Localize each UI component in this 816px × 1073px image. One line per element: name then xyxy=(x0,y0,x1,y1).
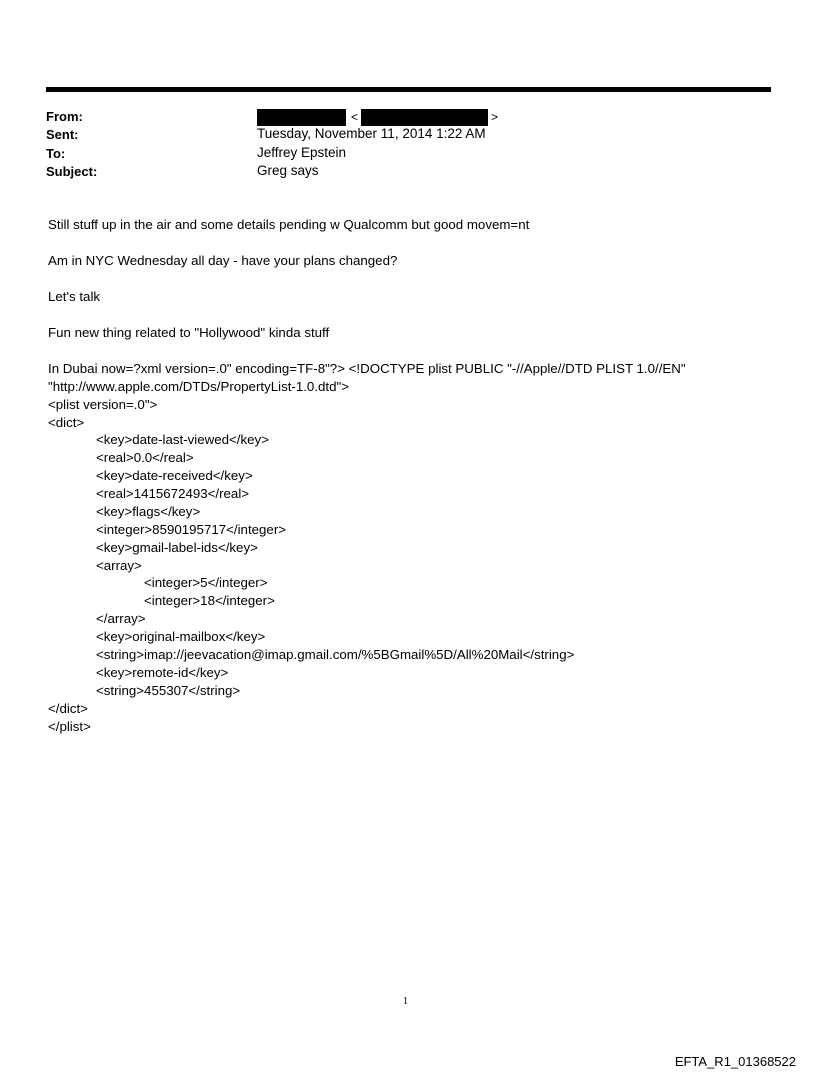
body-line: <integer>8590195717</integer> xyxy=(96,522,287,537)
body-line: <string>imap://jeevacation@imap.gmail.com/%5BGmail%5D/All%20Mail</string> xyxy=(96,647,575,662)
body-line: Am in NYC Wednesday all day - have your plans changed? xyxy=(48,253,398,268)
body-line: <key>date-last-viewed</key> xyxy=(96,432,269,447)
body-line: <key>flags</key> xyxy=(96,504,201,519)
body-line: Fun new thing related to "Hollywood" kinda stuff xyxy=(48,325,330,340)
body-line: <key>remote-id</key> xyxy=(96,665,229,680)
to-value: Jeffrey Epstein xyxy=(257,145,347,160)
body-line: "http://www.apple.com/DTDs/PropertyList-1.0.dtd"> xyxy=(48,379,349,394)
body-line: <real>1415672493</real> xyxy=(96,486,250,501)
body-line: <dict> xyxy=(48,415,85,430)
from-close-bracket: > xyxy=(491,110,499,124)
body-line: <real>0.0</real> xyxy=(96,450,194,465)
body-line: <integer>18</integer> xyxy=(144,593,275,608)
subject-label: Subject: xyxy=(46,164,98,179)
body-line: <key>gmail-label-ids</key> xyxy=(96,540,258,555)
header-rule xyxy=(46,87,771,92)
body-line: <key>date-received</key> xyxy=(96,468,253,483)
from-open-bracket: < xyxy=(351,110,359,124)
from-label: From: xyxy=(46,109,83,124)
bates-number: EFTA_R1_01368522 xyxy=(674,1054,796,1069)
body-line: <integer>5</integer> xyxy=(144,575,268,590)
body-line: <key>original-mailbox</key> xyxy=(96,629,266,644)
body-line: Let's talk xyxy=(48,289,101,304)
body-line: Still stuff up in the air and some details pending w Qualcomm but good movem=nt xyxy=(48,217,530,232)
redacted-sender-name xyxy=(257,109,346,126)
body-line: </plist> xyxy=(48,719,91,734)
body-line: </array> xyxy=(96,611,146,626)
to-label: To: xyxy=(46,146,66,161)
body-line: <string>455307</string> xyxy=(96,683,241,698)
subject-value: Greg says xyxy=(257,163,319,178)
body-line: </dict> xyxy=(48,701,88,716)
body-line: <plist version=.0"> xyxy=(48,397,158,412)
body-line: In Dubai now=?xml version=.0" encoding=TF-8"?> <!DOCTYPE plist PUBLIC "-//Apple//DTD PLIST 1.0//EN" xyxy=(48,361,686,376)
sent-value: Tuesday, November 11, 2014 1:22 AM xyxy=(257,126,486,141)
body-line: <array> xyxy=(96,558,142,573)
page-number: 1 xyxy=(403,996,408,1007)
sent-label: Sent: xyxy=(46,127,79,142)
redacted-sender-email xyxy=(361,109,488,126)
